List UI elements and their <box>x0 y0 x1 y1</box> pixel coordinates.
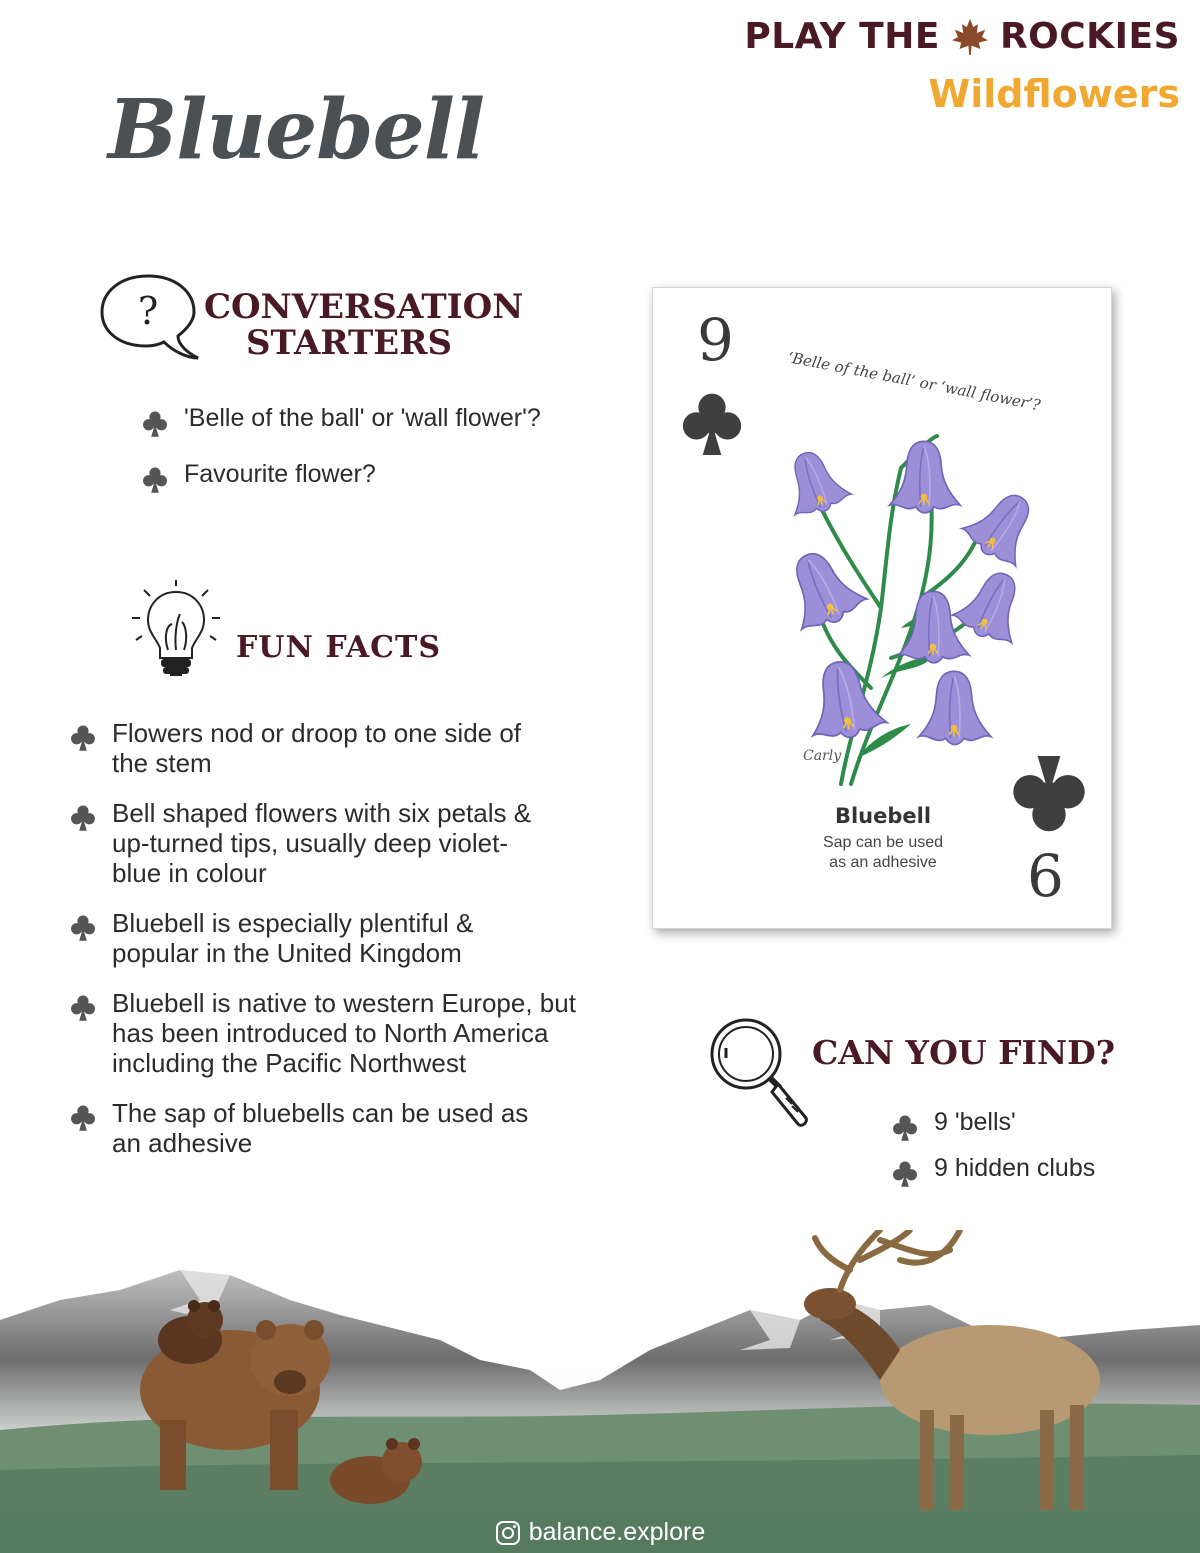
page-title: Bluebell <box>108 82 485 178</box>
conversation-item-text: 'Belle of the ball' or 'wall flower'? <box>184 404 541 432</box>
card-desc-line2: as an adhesive <box>829 854 937 871</box>
club-icon <box>892 1160 918 1188</box>
artist-signature: Carly <box>803 748 842 764</box>
conversation-heading <box>204 287 524 363</box>
card-desc-line1: Sap can be used <box>822 834 944 851</box>
find-heading: CAN YOU FIND? <box>812 1033 1116 1072</box>
club-icon <box>892 1114 918 1142</box>
list-item <box>892 1154 1172 1188</box>
club-icon <box>142 410 168 438</box>
footer-bar <box>0 1512 1200 1553</box>
conversation-list <box>142 404 622 516</box>
card-name: Bluebell <box>834 804 932 828</box>
fact-text: Flowers nod or droop to one side of the stem <box>112 718 522 778</box>
find-list <box>892 1108 1172 1200</box>
list-item <box>892 1108 1172 1142</box>
list-item <box>70 908 630 968</box>
conversation-heading-line2: STARTERS <box>245 322 453 363</box>
club-icon <box>70 1104 96 1132</box>
brand-title-right: ROCKIES <box>999 16 1180 57</box>
brand-subtitle: Wildflowers <box>928 72 1180 116</box>
maple-leaf-icon <box>950 17 990 57</box>
brand-title-left: PLAY THE <box>744 16 940 57</box>
list-item <box>70 718 630 778</box>
find-item-text: 9 hidden clubs <box>934 1154 1096 1182</box>
conversation-heading-line1: CONVERSATION <box>204 287 524 327</box>
list-item <box>70 1098 630 1158</box>
speech-bubble-question-icon <box>98 272 202 364</box>
list-item <box>142 404 622 438</box>
brand-title <box>744 16 1180 57</box>
playing-card <box>652 287 1112 929</box>
mountain-landscape <box>0 1230 1200 1520</box>
svg-text:?: ? <box>137 289 159 333</box>
conversation-item-text: Favourite flower? <box>184 460 376 488</box>
find-item-text: 9 'bells' <box>934 1108 1016 1136</box>
club-icon <box>70 724 96 752</box>
svg-text:‘Belle of the ball’ or ‘wall f <box>786 348 1043 414</box>
fun-facts-list <box>70 718 630 1178</box>
card-rank-top: 9 <box>697 306 734 374</box>
lightbulb-icon <box>128 578 224 684</box>
club-icon <box>70 804 96 832</box>
club-icon <box>142 466 168 494</box>
list-item <box>142 460 622 494</box>
list-item <box>70 988 630 1078</box>
card-quote-text: ‘Belle of the ball’ or ‘wall flower’? <box>786 348 1042 415</box>
instagram-icon <box>495 1520 521 1546</box>
club-icon <box>70 994 96 1022</box>
club-icon <box>70 914 96 942</box>
fact-text: Bell shaped flowers with six petals & up-turned tips, usually deep violet-blue in colour <box>112 798 532 888</box>
fact-text: The sap of bluebells can be used as an adhesive <box>112 1098 529 1158</box>
list-item <box>70 798 630 888</box>
fact-text: Bluebell is native to western Europe, but has been introduced to North America including the Pacific Northwest <box>112 988 576 1078</box>
fact-text: Bluebell is especially plentiful & popular in the United Kingdom <box>112 908 474 968</box>
club-icon <box>681 384 743 464</box>
card-rank-bottom: 6 <box>1027 842 1064 910</box>
magnifying-glass-icon <box>706 1014 814 1130</box>
card-description <box>783 833 983 873</box>
club-icon <box>1011 748 1087 840</box>
footer-handle[interactable]: balance.explore <box>528 1518 706 1546</box>
fun-facts-heading: FUN FACTS <box>236 630 442 665</box>
bluebell-illustration <box>761 428 1051 788</box>
